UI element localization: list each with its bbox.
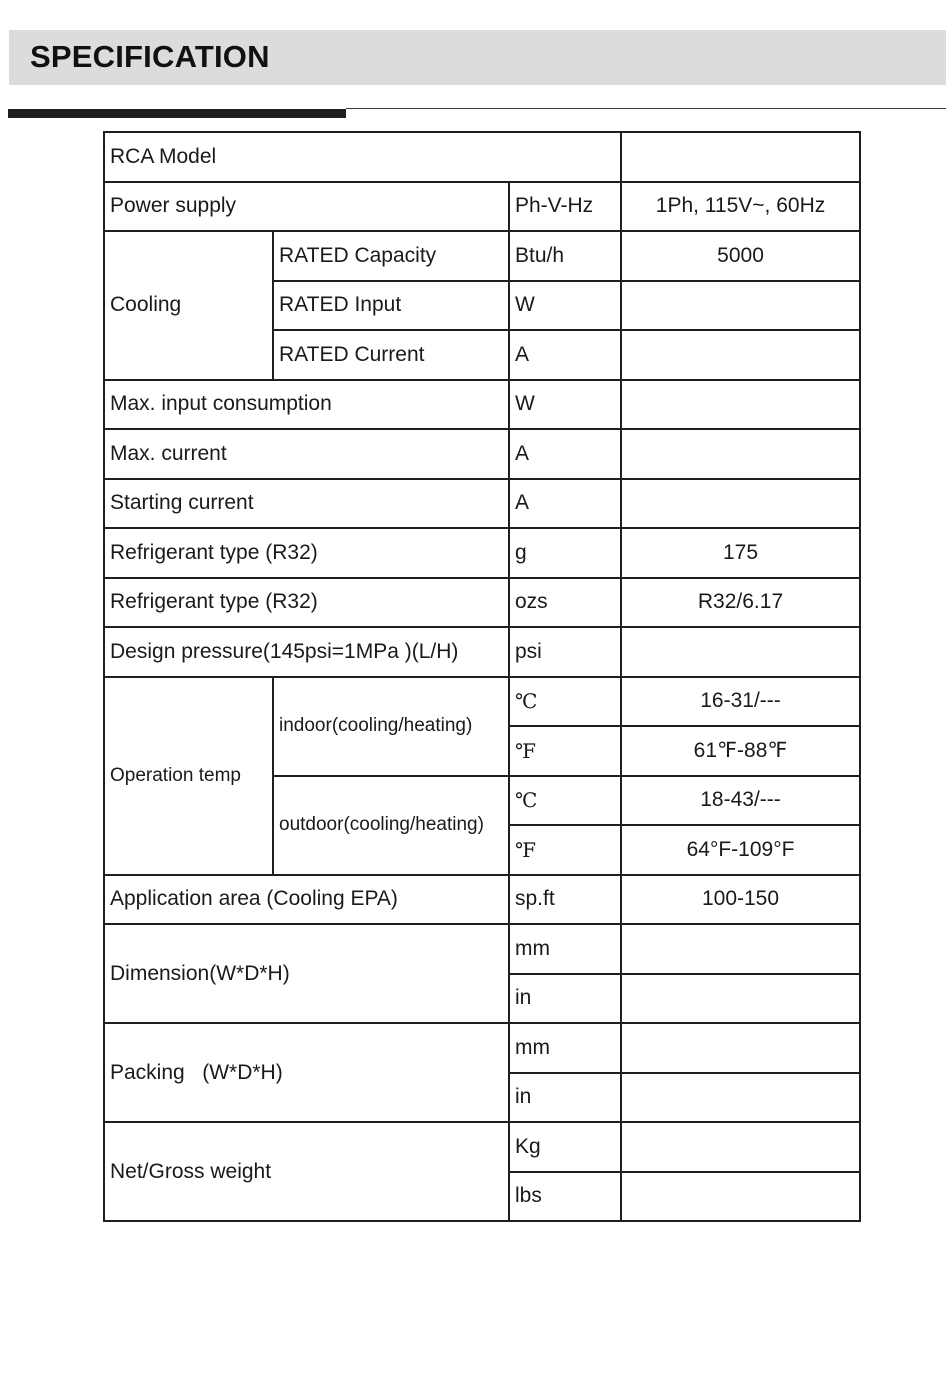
dimension-label: Dimension(W*D*H) [104, 924, 509, 1023]
starting-current-unit: A [509, 479, 621, 529]
cooling-label: Cooling [104, 231, 273, 380]
rated-capacity-unit: Btu/h [509, 231, 621, 281]
max-current-label: Max. current [104, 429, 509, 479]
outdoor-fahrenheit-value: 64°F-109°F [621, 825, 860, 875]
power-supply-label: Power supply [104, 182, 509, 232]
max-current-value [621, 429, 860, 479]
outdoor-celsius-value: 18-43/--- [621, 776, 860, 826]
rated-current-unit: A [509, 330, 621, 380]
table-row-max-input [104, 380, 860, 430]
indoor-celsius-unit: ℃ [509, 677, 621, 727]
table-row-starting-current [104, 479, 860, 529]
table-row-power-supply [104, 182, 860, 232]
application-area-label: Application area (Cooling EPA) [104, 875, 509, 925]
rated-current-label: RATED Current [273, 330, 509, 380]
refrigerant-ozs-label: Refrigerant type (R32) [104, 578, 509, 628]
outdoor-fahrenheit-unit: ℉ [509, 825, 621, 875]
table-row-model [104, 132, 860, 182]
rated-input-unit: W [509, 281, 621, 331]
weight-label: Net/Gross weight [104, 1122, 509, 1221]
starting-current-label: Starting current [104, 479, 509, 529]
table-row-application-area [104, 875, 860, 925]
packing-mm-unit: mm [509, 1023, 621, 1073]
packing-in-value [621, 1073, 860, 1123]
application-area-value: 100-150 [621, 875, 860, 925]
rated-input-label: RATED Input [273, 281, 509, 331]
max-current-unit: A [509, 429, 621, 479]
dimension-mm-unit: mm [509, 924, 621, 974]
indoor-label: indoor(cooling/heating) [273, 677, 509, 776]
rated-capacity-label: RATED Capacity [273, 231, 509, 281]
table-row-weight-kg [104, 1122, 860, 1172]
operation-temp-label: Operation temp [104, 677, 273, 875]
outdoor-label: outdoor(cooling/heating) [273, 776, 509, 875]
dimension-in-value [621, 974, 860, 1024]
indoor-celsius-value: 16-31/--- [621, 677, 860, 727]
weight-kg-unit: Kg [509, 1122, 621, 1172]
table-row-packing-mm [104, 1023, 860, 1073]
refrigerant-ozs-value: R32/6.17 [621, 578, 860, 628]
design-pressure-unit: psi [509, 627, 621, 677]
indoor-fahrenheit-unit: ℉ [509, 726, 621, 776]
refrigerant-g-value: 175 [621, 528, 860, 578]
packing-mm-value [621, 1023, 860, 1073]
dimension-in-unit: in [509, 974, 621, 1024]
refrigerant-g-label: Refrigerant type (R32) [104, 528, 509, 578]
design-pressure-value [621, 627, 860, 677]
max-input-unit: W [509, 380, 621, 430]
page-title: SPECIFICATION [30, 39, 270, 74]
divider-thin [346, 108, 946, 109]
weight-lbs-unit: lbs [509, 1172, 621, 1222]
table-row-rated-capacity [104, 231, 860, 281]
model-label: RCA Model [104, 132, 621, 182]
model-value [621, 132, 860, 182]
starting-current-value [621, 479, 860, 529]
max-input-label: Max. input consumption [104, 380, 509, 430]
power-supply-unit: Ph-V-Hz [509, 182, 621, 232]
table-row-design-pressure [104, 627, 860, 677]
table-row-refrigerant-ozs [104, 578, 860, 628]
max-input-value [621, 380, 860, 430]
dimension-mm-value [621, 924, 860, 974]
refrigerant-ozs-unit: ozs [509, 578, 621, 628]
rated-input-value [621, 281, 860, 331]
application-area-unit: sp.ft [509, 875, 621, 925]
weight-lbs-value [621, 1172, 860, 1222]
table-row-refrigerant-g [104, 528, 860, 578]
design-pressure-label: Design pressure(145psi=1MPa )(L/H) [104, 627, 509, 677]
indoor-fahrenheit-value: 61℉-88℉ [621, 726, 860, 776]
divider-thick [8, 109, 346, 118]
table-row-max-current [104, 429, 860, 479]
rated-current-value [621, 330, 860, 380]
rated-capacity-value: 5000 [621, 231, 860, 281]
weight-kg-value [621, 1122, 860, 1172]
packing-label: Packing (W*D*H) [104, 1023, 509, 1122]
packing-in-unit: in [509, 1073, 621, 1123]
table-row-dimension-mm [104, 924, 860, 974]
header-band [9, 30, 946, 85]
table-row-indoor-celsius [104, 677, 860, 727]
power-supply-value: 1Ph, 115V~, 60Hz [621, 182, 860, 232]
specification-table [103, 131, 861, 1222]
refrigerant-g-unit: g [509, 528, 621, 578]
outdoor-celsius-unit: ℃ [509, 776, 621, 826]
